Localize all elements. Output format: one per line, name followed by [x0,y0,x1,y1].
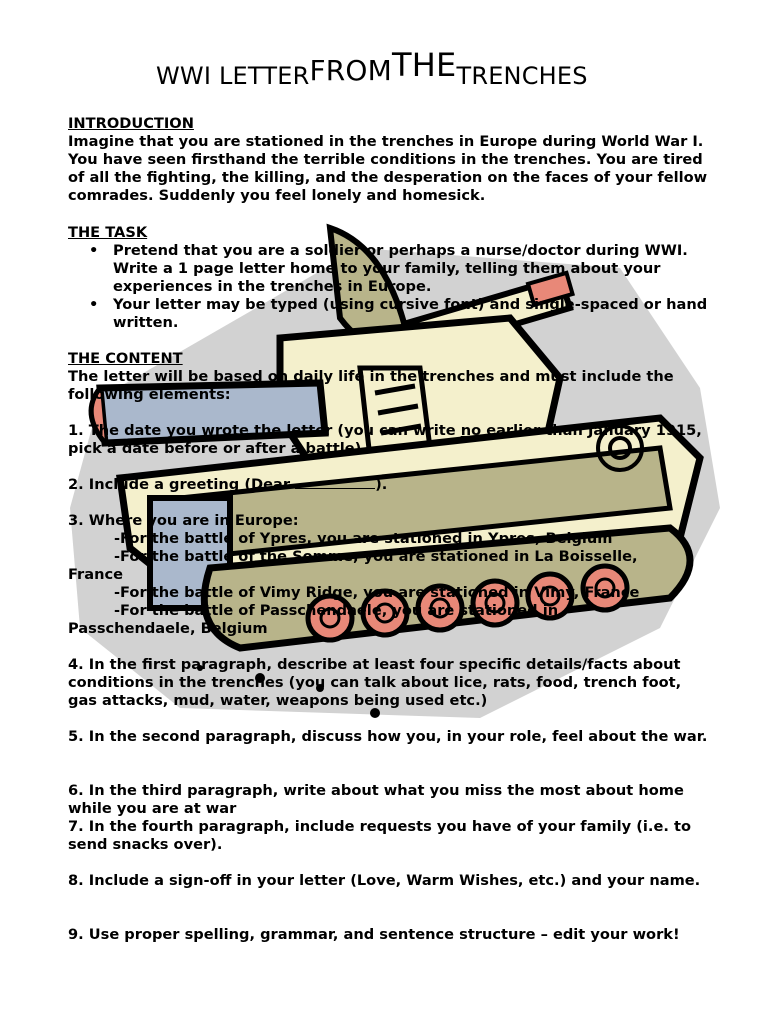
item5-text: 5. In the second paragraph, discuss how you, in your role, feel about the war. [68,728,708,745]
item3-line: -For the battle of Ypres, you are stationed in Ypres, Belgium [114,530,613,547]
item3-end: Passchendaele, Belgium [68,620,268,637]
title-part-3: THE [392,46,457,84]
content-intro: The letter will be based on daily life in the trenches and must include the following elements: [68,368,674,403]
item9-text: 9. Use proper spelling, grammar, and sentence structure – edit your work! [68,926,680,943]
item2-text-a: 2. Include a greeting (Dear [68,476,296,493]
item3-line: -For the battle of the Somme, you are stationed in La Boisselle, [114,548,638,565]
task-section [68,224,708,332]
item1-text-b: earlier than January 1915, pick a date before or after a battle). [68,422,702,457]
item3-france: France [68,566,124,583]
greeting-blank [295,476,375,489]
task-bullet: • Your letter may be typed (using cursive font) and single-spaced or hand written. [68,296,708,332]
content-heading: THE CONTENT [68,350,183,367]
content-item-8 [68,872,708,890]
item1-no: no [460,422,482,439]
content-item-4 [68,656,708,710]
content-item-6-7 [68,782,708,854]
item3-line: -For the battle of Vimy Ridge, you are stationed in Vimy, France [114,584,640,601]
introduction-section [68,115,708,205]
introduction-text: Imagine that you are stationed in the trenches in Europe during World War I. You have seen firsthand the terrible conditions in the trenches. You are tired of all the fighting, the killing, and the desperation on the faces of your fellow comrades. Suddenly you feel lonely and homesick. [68,133,708,204]
title-part-1: WWI LETTER [156,62,310,90]
task-heading: THE TASK [68,224,148,241]
content-item-1 [68,422,708,458]
page-title [156,46,616,90]
title-part-2: FROM [309,54,393,87]
item6-text: 6. In the third paragraph, write about what you miss the most about home while you are at war [68,782,684,817]
item2-text-b: ). [375,476,388,493]
content-item-5 [68,728,708,746]
task-list [68,242,708,332]
item8-text: 8. Include a sign-off in your letter (Love, Warm Wishes, etc.) and your name. [68,872,701,889]
item3-text: 3. Where you are in Europe: [68,512,299,529]
title-part-4: TRENCHES [456,62,588,90]
item7-text: 7. In the fourth paragraph, include requests you have of your family (i.e. to send snacks over). [68,818,691,853]
item3-line: -For the battle of Passchendaele, you are stationed in [114,602,559,619]
introduction-heading: INTRODUCTION [68,115,194,132]
content-section [68,350,708,404]
content-item-9 [68,926,708,944]
item4-text: 4. In the first paragraph, describe at least four specific details/facts about conditions in the trenches (you can talk about lice, rats, food, trench foot, gas attacks, mud, water, weapons being used etc.) [68,656,682,709]
content-item-3 [68,512,708,638]
task-bullet: • Pretend that you are a soldier or perhaps a nurse/doctor during WWI. Write a 1 page letter home to your family, telling them about your experiences in the trenches in Europe. [68,242,708,296]
content-item-2 [68,476,708,494]
item1-text-a: 1. The date you wrote the letter (you can write [68,422,461,439]
